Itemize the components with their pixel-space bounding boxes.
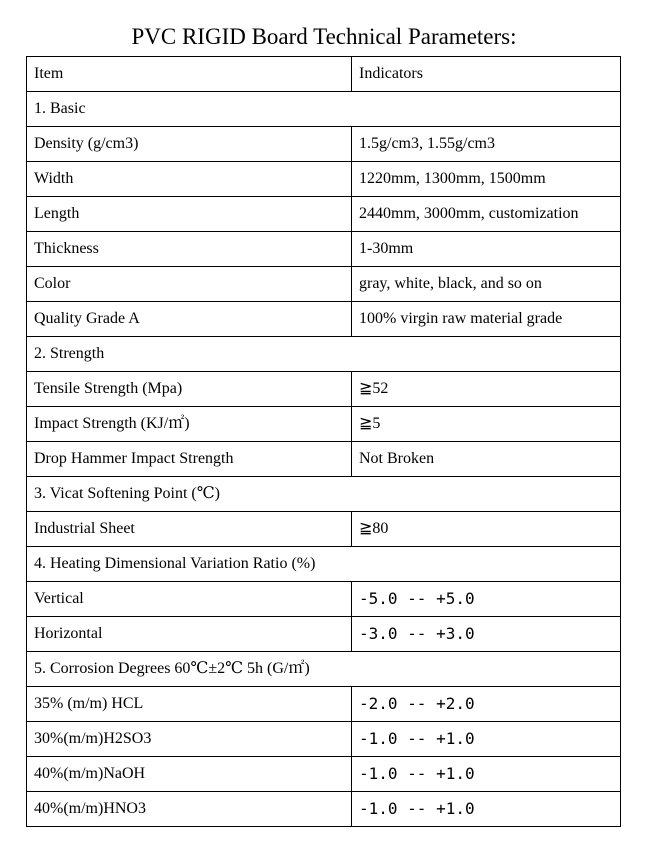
indicator-cell: -1.0 -- +1.0: [352, 792, 621, 827]
table-row: [27, 302, 621, 337]
table-row: [27, 267, 621, 302]
item-cell: Industrial Sheet: [27, 512, 352, 547]
section-label: 2. Strength: [27, 337, 621, 372]
section-label: 1. Basic: [27, 92, 621, 127]
table-row: [27, 197, 621, 232]
item-cell: Color: [27, 267, 352, 302]
table-row: [27, 582, 621, 617]
header-indicators: Indicators: [352, 57, 621, 92]
table-row: [27, 757, 621, 792]
section-row: [27, 652, 621, 687]
section-row: [27, 92, 621, 127]
item-cell: 40%(m/m)HNO3: [27, 792, 352, 827]
item-cell: 35% (m/m) HCL: [27, 687, 352, 722]
section-row: [27, 477, 621, 512]
table-row: [27, 407, 621, 442]
table-row: [27, 617, 621, 652]
indicator-cell: Not Broken: [352, 442, 621, 477]
indicator-cell: -5.0 -- +5.0: [352, 582, 621, 617]
indicator-cell: gray, white, black, and so on: [352, 267, 621, 302]
section-label: 3. Vicat Softening Point (℃): [27, 477, 621, 512]
item-cell: Length: [27, 197, 352, 232]
item-cell: Quality Grade A: [27, 302, 352, 337]
table-row: [27, 372, 621, 407]
item-cell: Horizontal: [27, 617, 352, 652]
section-label: 5. Corrosion Degrees 60℃±2℃ 5h (G/㎡): [27, 652, 621, 687]
indicator-cell: 1-30mm: [352, 232, 621, 267]
table-row: [27, 162, 621, 197]
table-row: [27, 792, 621, 827]
indicator-cell: -3.0 -- +3.0: [352, 617, 621, 652]
table-row: [27, 442, 621, 477]
indicator-cell: ≧5: [352, 407, 621, 442]
indicator-cell: -2.0 -- +2.0: [352, 687, 621, 722]
table-row: [27, 127, 621, 162]
parameters-table: [26, 56, 621, 827]
header-row: [27, 57, 621, 92]
indicator-cell: -1.0 -- +1.0: [352, 757, 621, 792]
item-cell: Thickness: [27, 232, 352, 267]
section-label: 4. Heating Dimensional Variation Ratio (%): [27, 547, 621, 582]
indicator-cell: -1.0 -- +1.0: [352, 722, 621, 757]
item-cell: 30%(m/m)H2SO3: [27, 722, 352, 757]
indicator-cell: ≧52: [352, 372, 621, 407]
table-row: [27, 512, 621, 547]
item-cell: Tensile Strength (Mpa): [27, 372, 352, 407]
indicator-cell: ≧80: [352, 512, 621, 547]
page-title: PVC RIGID Board Technical Parameters:: [131, 24, 517, 49]
indicator-cell: 2440mm, 3000mm, customization: [352, 197, 621, 232]
table-row: [27, 232, 621, 267]
table-body: [27, 57, 621, 827]
indicator-cell: 1.5g/cm3, 1.55g/cm3: [352, 127, 621, 162]
section-row: [27, 337, 621, 372]
section-row: [27, 547, 621, 582]
item-cell: Vertical: [27, 582, 352, 617]
item-cell: Density (g/cm3): [27, 127, 352, 162]
table-row: [27, 722, 621, 757]
item-cell: Drop Hammer Impact Strength: [27, 442, 352, 477]
item-cell: 40%(m/m)NaOH: [27, 757, 352, 792]
table-row: [27, 687, 621, 722]
header-item: Item: [27, 57, 352, 92]
indicator-cell: 100% virgin raw material grade: [352, 302, 621, 337]
indicator-cell: 1220mm, 1300mm, 1500mm: [352, 162, 621, 197]
item-cell: Width: [27, 162, 352, 197]
item-cell: Impact Strength (KJ/㎡): [27, 407, 352, 442]
